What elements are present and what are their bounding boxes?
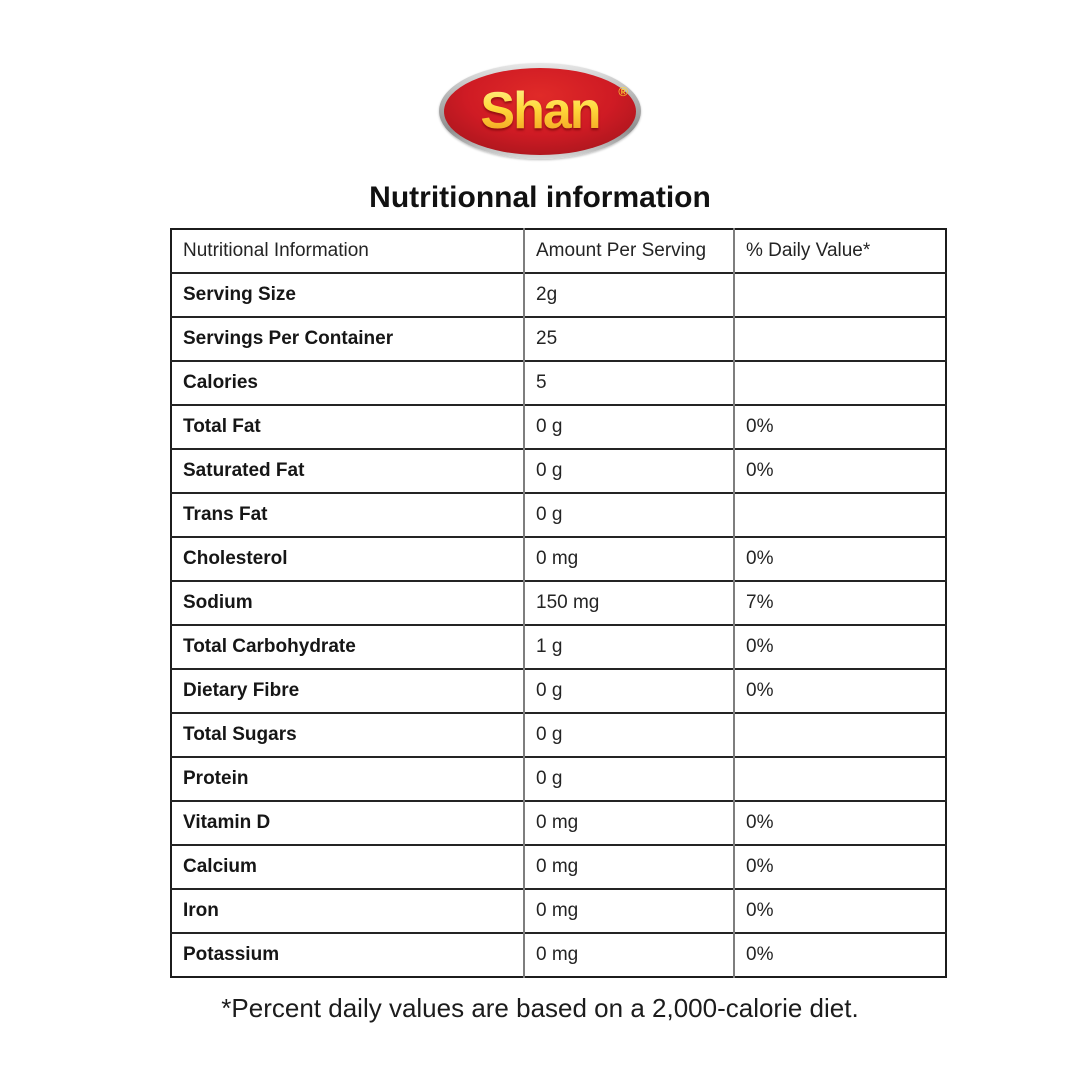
header-daily-value: % Daily Value*	[734, 229, 946, 273]
table-row	[171, 361, 946, 405]
row-dv: 0%	[734, 845, 946, 889]
row-label: Total Sugars	[171, 713, 524, 757]
table-row	[171, 713, 946, 757]
nutrition-table	[170, 228, 947, 978]
row-label: Sodium	[171, 581, 524, 625]
row-amount: 0 mg	[524, 845, 734, 889]
daily-value-footnote: *Percent daily values are based on a 2,000-calorie diet.	[221, 993, 859, 1023]
table-row	[171, 801, 946, 845]
table-row	[171, 933, 946, 977]
row-label: Saturated Fat	[171, 449, 524, 493]
row-label: Protein	[171, 757, 524, 801]
row-amount: 0 g	[524, 757, 734, 801]
logo-silver-rim	[439, 63, 641, 159]
row-dv	[734, 273, 946, 317]
table-row	[171, 493, 946, 537]
logo-red-ellipse	[444, 68, 636, 155]
row-dv: 0%	[734, 889, 946, 933]
table-row	[171, 625, 946, 669]
row-amount: 0 g	[524, 713, 734, 757]
row-dv: 0%	[734, 801, 946, 845]
table-row	[171, 581, 946, 625]
row-dv: 7%	[734, 581, 946, 625]
table-row	[171, 845, 946, 889]
row-dv	[734, 361, 946, 405]
row-dv: 0%	[734, 933, 946, 977]
row-amount: 0 g	[524, 449, 734, 493]
row-amount: 0 mg	[524, 801, 734, 845]
row-amount: 0 g	[524, 405, 734, 449]
page-title: Nutritionnal information	[369, 181, 711, 214]
row-amount: 150 mg	[524, 581, 734, 625]
table-row	[171, 669, 946, 713]
row-dv	[734, 713, 946, 757]
row-dv: 0%	[734, 405, 946, 449]
table-row	[171, 449, 946, 493]
row-amount: 0 mg	[524, 889, 734, 933]
row-amount: 5	[524, 361, 734, 405]
registered-trademark-icon: ®	[618, 83, 628, 99]
row-amount: 0 g	[524, 669, 734, 713]
row-dv: 0%	[734, 625, 946, 669]
header-amount-per-serving: Amount Per Serving	[524, 229, 734, 273]
row-label: Total Fat	[171, 405, 524, 449]
row-dv	[734, 493, 946, 537]
table-row	[171, 273, 946, 317]
row-dv: 0%	[734, 669, 946, 713]
row-amount: 2g	[524, 273, 734, 317]
row-dv: 0%	[734, 449, 946, 493]
table-row	[171, 757, 946, 801]
row-amount: 0 mg	[524, 537, 734, 581]
row-label: Serving Size	[171, 273, 524, 317]
table-header-row	[171, 229, 946, 273]
table-row	[171, 537, 946, 581]
row-label: Iron	[171, 889, 524, 933]
table-row	[171, 889, 946, 933]
shan-logo	[439, 63, 641, 159]
header-nutritional-information: Nutritional Information	[183, 240, 369, 261]
row-label: Calcium	[171, 845, 524, 889]
row-amount: 0 g	[524, 493, 734, 537]
row-amount: 25	[524, 317, 734, 361]
row-label: Total Carbohydrate	[171, 625, 524, 669]
row-dv	[734, 317, 946, 361]
logo-brand-text: Shan	[480, 82, 600, 140]
table-row	[171, 405, 946, 449]
row-amount: 1 g	[524, 625, 734, 669]
table-row	[171, 317, 946, 361]
row-label: Cholesterol	[171, 537, 524, 581]
row-label: Vitamin D	[171, 801, 524, 845]
row-dv: 0%	[734, 537, 946, 581]
row-label: Calories	[171, 361, 524, 405]
row-amount: 0 mg	[524, 933, 734, 977]
row-label: Trans Fat	[171, 493, 524, 537]
row-label: Potassium	[171, 933, 524, 977]
row-label: Dietary Fibre	[171, 669, 524, 713]
row-dv	[734, 757, 946, 801]
row-label: Servings Per Container	[171, 317, 524, 361]
